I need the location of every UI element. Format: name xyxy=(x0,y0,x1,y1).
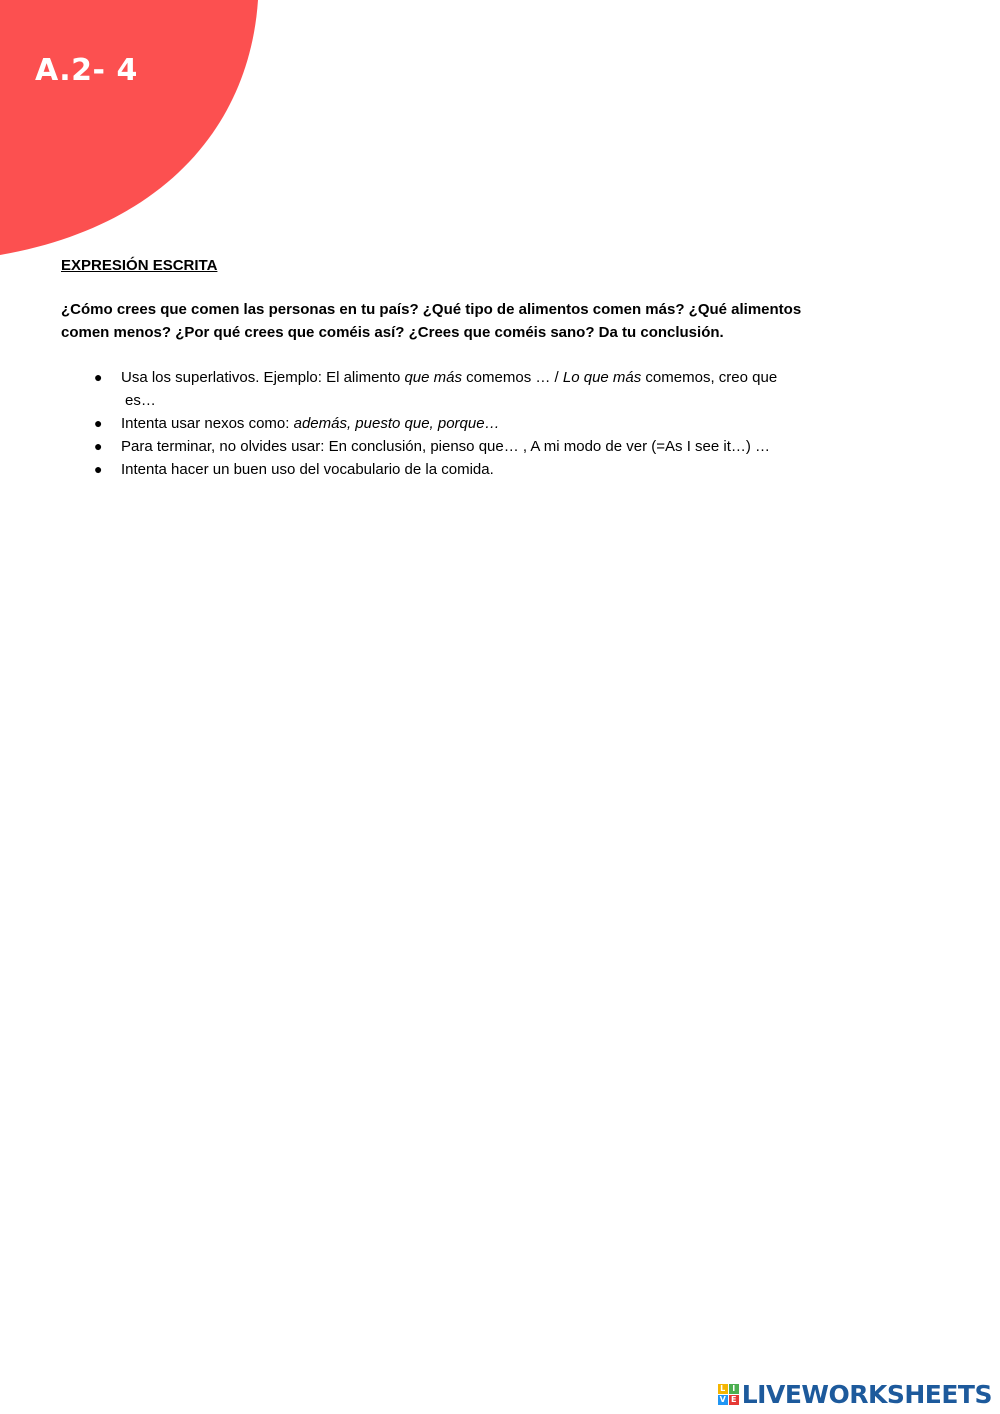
section-title: EXPRESIÓN ESCRITA xyxy=(61,257,218,274)
level-badge: A.2- 4 xyxy=(35,53,138,88)
liveworksheets-icon: L I V E xyxy=(718,1384,739,1405)
writing-prompt xyxy=(61,298,861,344)
list-item xyxy=(61,458,861,481)
bullet-icon: ● xyxy=(94,461,103,477)
tips-list xyxy=(61,366,861,481)
tip-text: Usa los superlativos. Ejemplo: El alimento que más comemos … / Lo que más comemos, creo que es… xyxy=(121,369,778,409)
liveworksheets-logo[interactable] xyxy=(718,1380,992,1408)
bullet-icon: ● xyxy=(94,415,103,431)
corner-decoration xyxy=(0,0,270,260)
prompt-line-2: comen menos? ¿Por qué crees que coméis así? ¿Crees que coméis sano? Da tu conclusión. xyxy=(61,324,724,341)
list-item xyxy=(61,366,861,412)
prompt-line-1: ¿Cómo crees que comen las personas en tu país? ¿Qué tipo de alimentos comen más? ¿Qué alimentos xyxy=(61,301,802,318)
tip-text: Intenta hacer un buen uso del vocabulario de la comida. xyxy=(121,461,494,478)
worksheet-content xyxy=(61,256,861,481)
bullet-icon: ● xyxy=(94,438,103,454)
bullet-icon: ● xyxy=(94,369,103,385)
list-item xyxy=(61,412,861,435)
tip-text: Para terminar, no olvides usar: En conclusión, pienso que… , A mi modo de ver (=As I see it…) … xyxy=(121,438,771,455)
tip-text: Intenta usar nexos como: además, puesto que, porque… xyxy=(121,415,500,432)
list-item xyxy=(61,435,861,458)
brand-name: LIVEWORKSHEETS xyxy=(741,1379,992,1409)
